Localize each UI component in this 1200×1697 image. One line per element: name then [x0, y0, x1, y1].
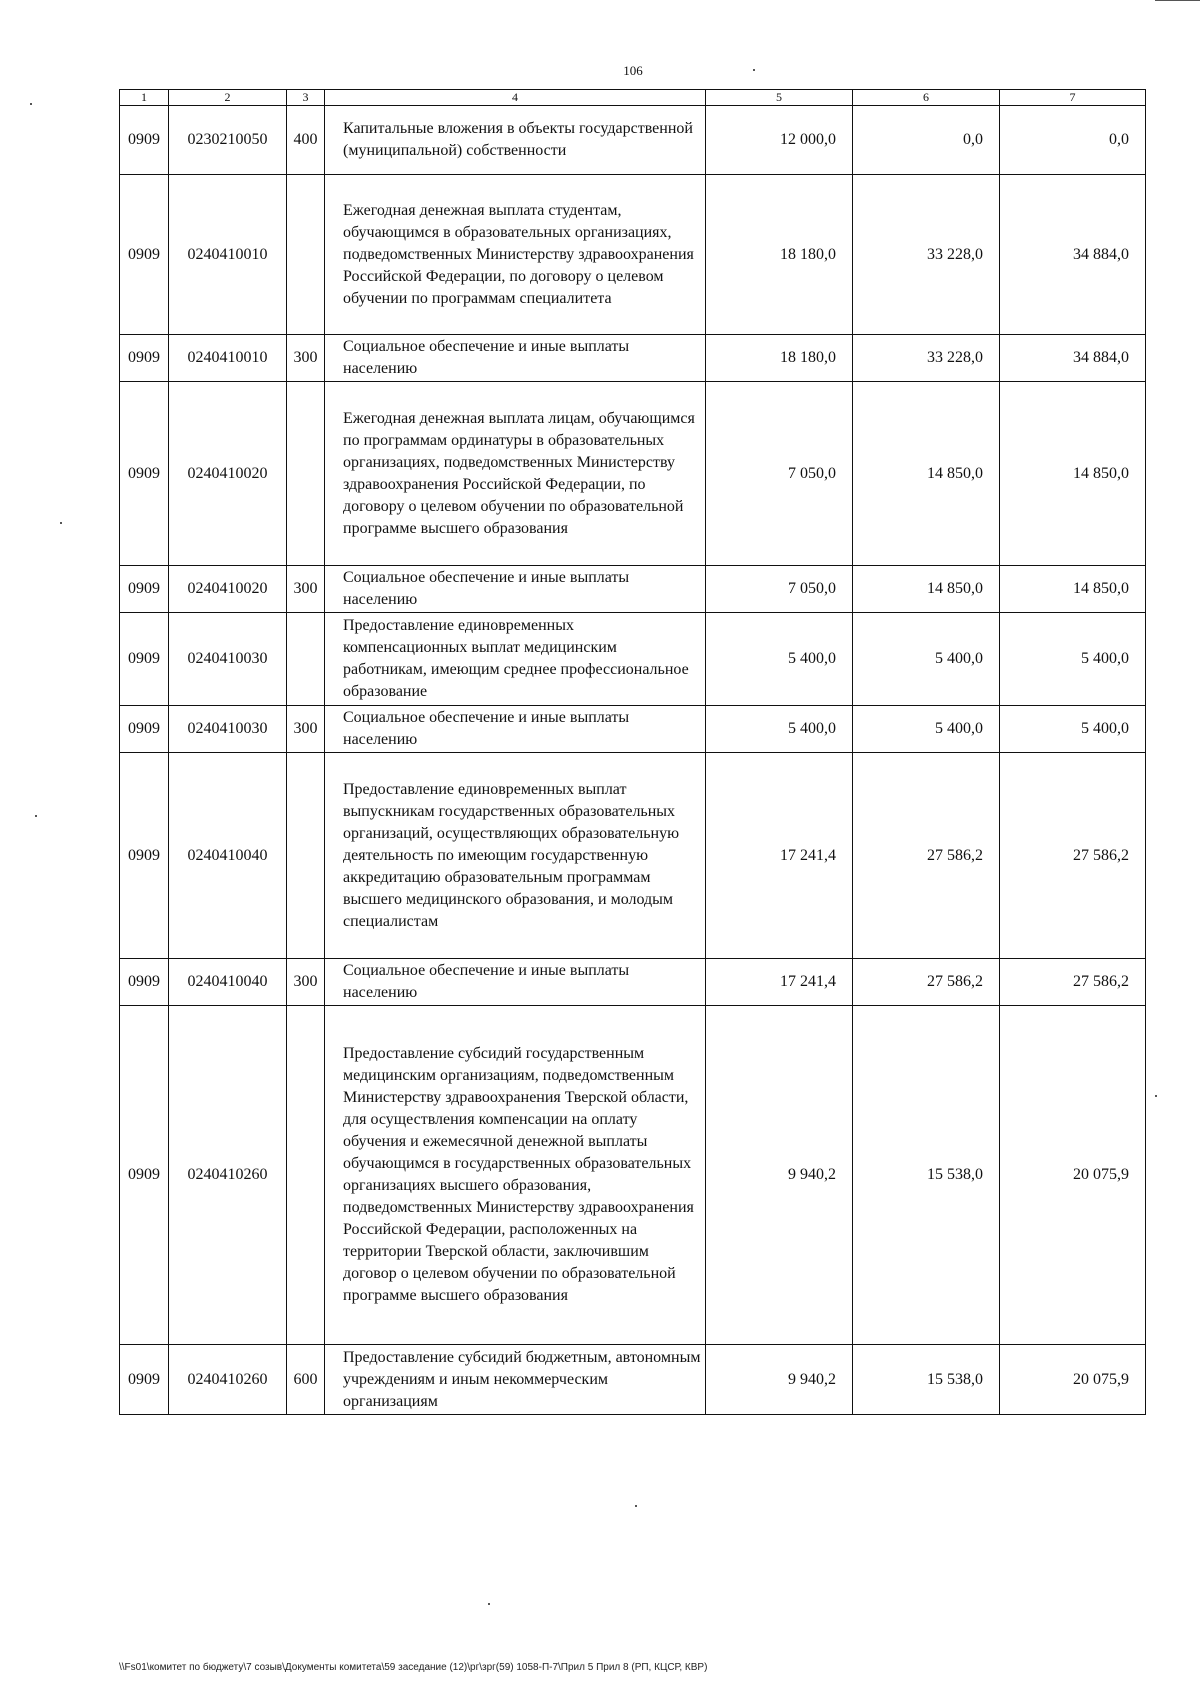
expense-type: 300	[287, 335, 325, 382]
table-row	[120, 1006, 1146, 1345]
expense-type	[287, 382, 325, 566]
header-cell-5: 5	[706, 90, 853, 106]
header-cell-6: 6	[853, 90, 1000, 106]
item-name: Ежегодная денежная выплата лицам, обучающимся по программам ординатуры в образовательных организациях, подведомственных Министерству здравоохранения Российской Федерации, по договору о целевом обучении по образовательной программе высшего образования	[325, 382, 706, 566]
amount-col7: 34 884,0	[1000, 335, 1146, 382]
section-code: 0909	[120, 1006, 169, 1345]
expense-type	[287, 1006, 325, 1345]
header-cell-3: 3	[287, 90, 325, 106]
scan-speck	[35, 815, 37, 817]
target-code: 0240410010	[169, 335, 287, 382]
target-code: 0240410030	[169, 613, 287, 706]
section-code: 0909	[120, 959, 169, 1006]
section-code: 0909	[120, 566, 169, 613]
amount-col6: 27 586,2	[853, 753, 1000, 959]
scan-speck	[488, 1603, 490, 1605]
amount-col7: 5 400,0	[1000, 613, 1146, 706]
item-name: Социальное обеспечение и иные выплаты населению	[325, 566, 706, 613]
amount-col5: 7 050,0	[706, 566, 853, 613]
expense-type: 300	[287, 706, 325, 753]
target-code: 0240410040	[169, 959, 287, 1006]
target-code: 0240410010	[169, 175, 287, 335]
expense-type: 600	[287, 1345, 325, 1415]
amount-col6: 15 538,0	[853, 1345, 1000, 1415]
amount-col7: 14 850,0	[1000, 566, 1146, 613]
scan-speck	[635, 1505, 637, 1507]
amount-col5: 18 180,0	[706, 175, 853, 335]
section-code: 0909	[120, 706, 169, 753]
amount-col7: 5 400,0	[1000, 706, 1146, 753]
amount-col6: 33 228,0	[853, 335, 1000, 382]
scan-speck	[30, 103, 32, 105]
table-row	[120, 175, 1146, 335]
section-code: 0909	[120, 175, 169, 335]
table-row	[120, 566, 1146, 613]
amount-col7: 14 850,0	[1000, 382, 1146, 566]
amount-col6: 14 850,0	[853, 382, 1000, 566]
table-row	[120, 706, 1146, 753]
amount-col5: 9 940,2	[706, 1006, 853, 1345]
scan-speck	[60, 522, 62, 524]
amount-col6: 5 400,0	[853, 706, 1000, 753]
header-cell-4: 4	[325, 90, 706, 106]
scan-speck	[1155, 0, 1200, 1]
target-code: 0240410260	[169, 1006, 287, 1345]
table-row	[120, 753, 1146, 959]
header-row	[120, 90, 1146, 106]
amount-col5: 5 400,0	[706, 706, 853, 753]
expense-type	[287, 753, 325, 959]
scan-speck	[1155, 1095, 1157, 1097]
amount-col7: 27 586,2	[1000, 959, 1146, 1006]
item-name: Ежегодная денежная выплата студентам, обучающимся в образовательных организациях, подведомственных Министерству здравоохранения Российской Федерации, по договору о целевом обучении по программам специалитета	[325, 175, 706, 335]
item-name: Предоставление единовременных компенсационных выплат медицинским работникам, имеющим среднее профессиональное образование	[325, 613, 706, 706]
item-name: Социальное обеспечение и иные выплаты населению	[325, 959, 706, 1006]
amount-col5: 18 180,0	[706, 335, 853, 382]
amount-col6: 14 850,0	[853, 566, 1000, 613]
expense-type	[287, 613, 325, 706]
scan-speck	[753, 69, 755, 71]
amount-col7: 27 586,2	[1000, 753, 1146, 959]
amount-col5: 9 940,2	[706, 1345, 853, 1415]
item-name: Предоставление единовременных выплат выпускникам государственных образовательных организаций, осуществляющих образовательную деятельность по имеющим государственную аккредитацию образовательным программам высшего медицинского образования, и молодым специалистам	[325, 753, 706, 959]
item-name: Социальное обеспечение и иные выплаты населению	[325, 335, 706, 382]
table-row	[120, 1345, 1146, 1415]
file-path-footer: \\Fs01\комитет по бюджету\7 созыв\Документы комитета\59 заседание (12)\рг\зрг(59) 1058-П-7\Прил 5 Прил 8 (РП, КЦСР, КВР)	[119, 1662, 708, 1673]
page-number: 106	[623, 63, 643, 78]
amount-col6: 0,0	[853, 106, 1000, 175]
item-name: Предоставление субсидий бюджетным, автономным учреждениям и иным некоммерческим организациям	[325, 1345, 706, 1415]
budget-table	[119, 89, 1146, 1415]
target-code: 0240410020	[169, 382, 287, 566]
amount-col6: 33 228,0	[853, 175, 1000, 335]
target-code: 0240410040	[169, 753, 287, 959]
table-row	[120, 382, 1146, 566]
amount-col7: 20 075,9	[1000, 1345, 1146, 1415]
table-row	[120, 613, 1146, 706]
section-code: 0909	[120, 382, 169, 566]
expense-type: 400	[287, 106, 325, 175]
header-cell-7: 7	[1000, 90, 1146, 106]
table-row	[120, 106, 1146, 175]
amount-col7: 34 884,0	[1000, 175, 1146, 335]
target-code: 0240410030	[169, 706, 287, 753]
amount-col6: 27 586,2	[853, 959, 1000, 1006]
section-code: 0909	[120, 753, 169, 959]
target-code: 0230210050	[169, 106, 287, 175]
amount-col6: 15 538,0	[853, 1006, 1000, 1345]
item-name: Социальное обеспечение и иные выплаты населению	[325, 706, 706, 753]
amount-col5: 17 241,4	[706, 959, 853, 1006]
header-cell-1: 1	[120, 90, 169, 106]
amount-col6: 5 400,0	[853, 613, 1000, 706]
section-code: 0909	[120, 613, 169, 706]
table-row	[120, 959, 1146, 1006]
expense-type: 300	[287, 566, 325, 613]
amount-col5: 5 400,0	[706, 613, 853, 706]
amount-col5: 7 050,0	[706, 382, 853, 566]
item-name: Предоставление субсидий государственным медицинским организациям, подведомственным Министерству здравоохранения Тверской области, для осуществления компенсации на оплату обучения и ежемесячной денежной выплаты обучающимся в государственных образовательных организациях высшего образования, подведомственных Министерству здравоохранения Российской Федерации, расположенных на территории Тверской области, заключившим договор о целевом обучении по образовательной программе высшего образования	[325, 1006, 706, 1345]
section-code: 0909	[120, 1345, 169, 1415]
expense-type: 300	[287, 959, 325, 1006]
item-name: Капитальные вложения в объекты государственной (муниципальной) собственности	[325, 106, 706, 175]
amount-col5: 17 241,4	[706, 753, 853, 959]
amount-col7: 0,0	[1000, 106, 1146, 175]
section-code: 0909	[120, 106, 169, 175]
table-row	[120, 335, 1146, 382]
expense-type	[287, 175, 325, 335]
header-cell-2: 2	[169, 90, 287, 106]
target-code: 0240410260	[169, 1345, 287, 1415]
amount-col5: 12 000,0	[706, 106, 853, 175]
target-code: 0240410020	[169, 566, 287, 613]
section-code: 0909	[120, 335, 169, 382]
amount-col7: 20 075,9	[1000, 1006, 1146, 1345]
